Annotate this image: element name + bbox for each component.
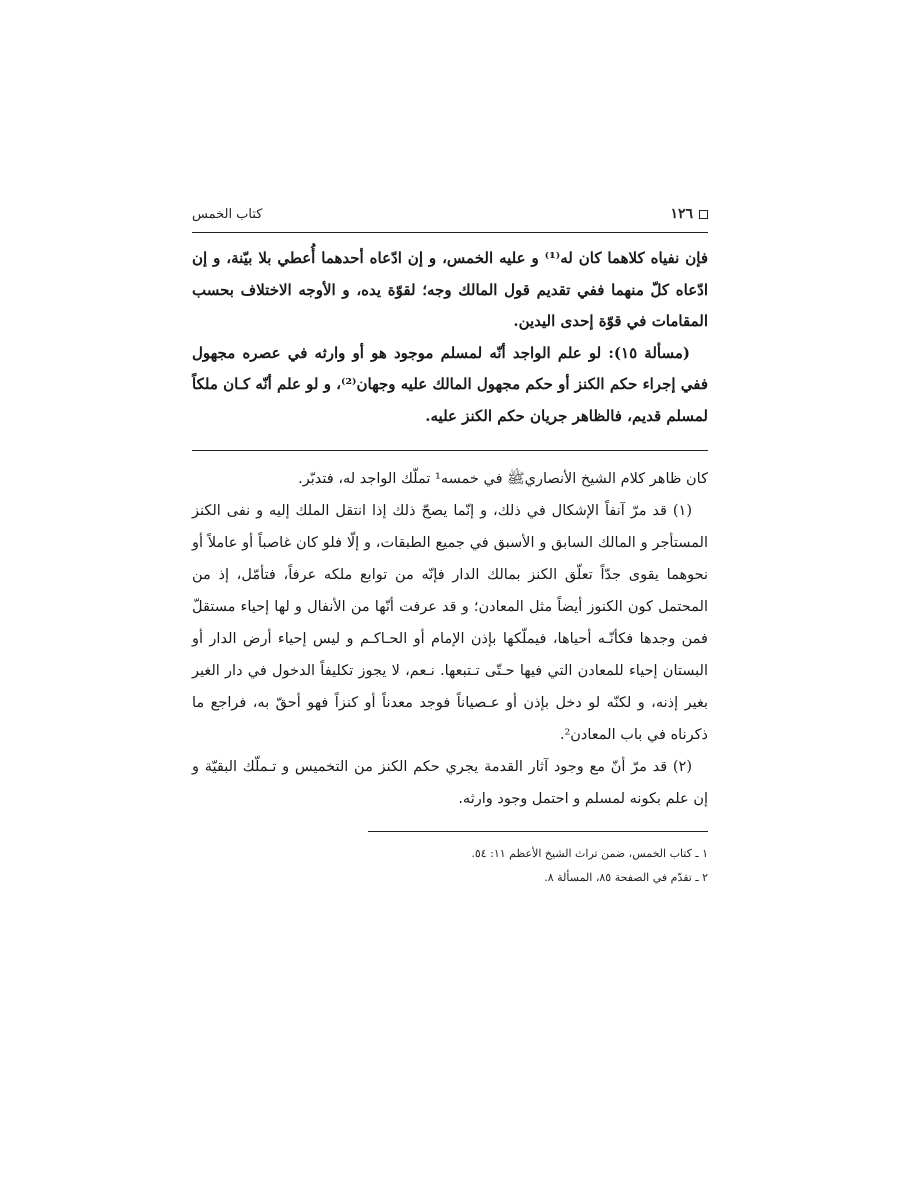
commentary-rule (192, 450, 708, 451)
page-number: ١٢٦ (670, 206, 693, 222)
book-title: كتاب الخمس (192, 206, 263, 222)
commentary-notes (192, 463, 708, 815)
commentary-paragraph: (١) قد مرّ آنفاً الإشكال في ذلك، و إنّما يصحّ ذلك إذا انتقل الملك إليه و نفى الكنز المستأجر و المالك السابق و الأسبق في جميع الطبقات، و إلّا فلو كان غاصباً أو عاملاً أو نحوهما يقوى جدّاً تعلّق الكنز بمالك الدار فإنّه من توابع ملكه عرفاً، فتأمّل، إذ من المحتمل كون الكنوز أيضاً مثل المعادن؛ و قد عرفت أنّها من الأنفال و لها إحياء مستقلّ فمن وجدها فكأنّـه أحياها، فيملّكها بإذن الإمام أو الحـاكـم و ليس إحياء أرض الدار أو البستان إحياء للمعادن التي فيها حـتّى تـتبعها. نـعم، لا يجوز تكليفاً الدخول في دار الغير بغير إذنه، و لكنّه لو دخل بإذن أو عـصياناً فوجد معدناً أو كنزاً فهو أحقّ به، فراجع ما ذكرناه في باب المعادن². (192, 503, 708, 743)
footnote: ٢ ـ تقدّم في الصفحة ٨٥، المسألة ٨. (544, 871, 708, 884)
running-header (192, 200, 708, 228)
header-rule (192, 232, 708, 233)
square-bullet-icon (699, 210, 708, 219)
main-paragraph: فإن نفياه كلاهما كان له⁽¹⁾ و عليه الخمس، و إن ادّعاه أحدهما أُعطي بلا بيّنة، و إن ادّعاه كلّ منهما ففي تقديم قول المالك وجه؛ لقوّة يده، و الأوجه الاختلاف بحسب المقامات في قوّة إحدى اليدين. (192, 249, 708, 330)
footnotes (192, 842, 708, 890)
main-paragraph: (مسألة ١٥): لو علم الواجد أنّه لمسلم موجود هو أو وارثه في عصره مجهول ففي إجراء حكم الكنز أو حكم مجهول المالك عليه وجهان⁽²⁾، و لو علم أنّه كـان ملكاً لمسلم قديم، فالظاهر جريان حكم الكنز عليه. (192, 343, 708, 425)
footnote-rule-wrap (192, 815, 708, 842)
commentary-paragraph: (٢) قد مرّ أنّ مع وجود آثار القدمة يجري حكم الكنز من التخميس و تـملّك البقيّة و إن علم بكونه لمسلم و احتمل وجود وارثه. (192, 759, 708, 807)
document-page (192, 200, 708, 890)
footnote-rule (368, 831, 708, 832)
main-text (192, 243, 708, 432)
commentary-paragraph: كان ظاهر كلام الشيخ الأنصاريﷺ في خمسه¹ تملّك الواجد له، فتدبّر. (298, 471, 708, 487)
page-number-group (670, 206, 708, 222)
footnote: ١ ـ كتاب الخمس، ضمن تراث الشيخ الأعظم ١١: ٥٤. (471, 847, 708, 860)
